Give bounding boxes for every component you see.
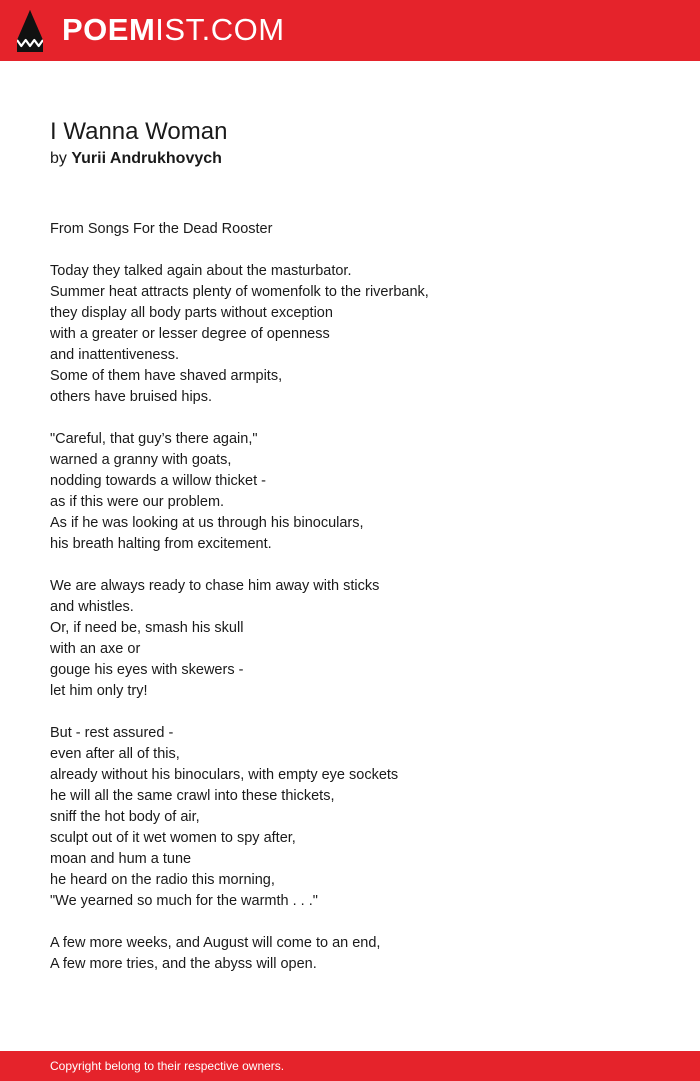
poem-line: "We yearned so much for the warmth . . ." xyxy=(50,893,318,909)
poem-line: with a greater or lesser degree of openness xyxy=(50,326,330,342)
poem-line: even after all of this, xyxy=(50,746,180,762)
copyright-notice: Copyright belong to their respective owners. xyxy=(50,1059,285,1073)
poem-line: But - rest assured - xyxy=(50,725,174,741)
poem-line: he heard on the radio this morning, xyxy=(50,872,275,888)
stanza-break xyxy=(50,702,670,723)
poem-title: I Wanna Woman xyxy=(50,118,228,145)
poem-line: warned a granny with goats, xyxy=(50,452,232,468)
poem-line: they display all body parts without exception xyxy=(50,305,333,321)
logo-light-text: IST.COM xyxy=(155,12,285,47)
poem-line: and whistles. xyxy=(50,599,134,615)
site-footer xyxy=(0,1051,700,1081)
site-header xyxy=(0,0,700,61)
by-label: by xyxy=(50,150,67,167)
stanza-break xyxy=(50,912,670,933)
pencil-logo-icon[interactable] xyxy=(17,10,43,52)
poem-line: and inattentiveness. xyxy=(50,347,179,363)
poem-line: As if he was looking at us through his binoculars, xyxy=(50,515,364,531)
stanza-break xyxy=(50,240,670,261)
poem-line: his breath halting from excitement. xyxy=(50,536,272,552)
poem-line: Some of them have shaved armpits, xyxy=(50,368,283,384)
site-logo[interactable] xyxy=(62,12,285,48)
poem-line: he will all the same crawl into these thickets, xyxy=(50,788,335,804)
poem-line: as if this were our problem. xyxy=(50,494,225,510)
poem-line: sculpt out of it wet women to spy after, xyxy=(50,830,296,846)
poem-line: moan and hum a tune xyxy=(50,851,192,867)
poem-body xyxy=(50,219,670,975)
poem-line: others have bruised hips. xyxy=(50,389,213,405)
poem-line: "Careful, that guy’s there again," xyxy=(50,431,258,447)
poem-line: with an axe or xyxy=(50,641,141,657)
stanza-break xyxy=(50,555,670,576)
poem-line: Today they talked again about the masturbator. xyxy=(50,263,352,279)
poem-byline xyxy=(50,149,222,169)
poem-line: From Songs For the Dead Rooster xyxy=(50,221,273,237)
poem-line: let him only try! xyxy=(50,683,148,699)
poem-author: Yurii Andrukhovych xyxy=(71,150,222,167)
poem-line: A few more weeks, and August will come to an end, xyxy=(50,935,381,951)
poem-line: We are always ready to chase him away with sticks xyxy=(50,578,380,594)
poem-line: nodding towards a willow thicket - xyxy=(50,473,266,489)
poem-line: already without his binoculars, with empty eye sockets xyxy=(50,767,399,783)
poem-line: Or, if need be, smash his skull xyxy=(50,620,244,636)
stanza-break xyxy=(50,408,670,429)
poem-line: gouge his eyes with skewers - xyxy=(50,662,244,678)
logo-bold-text: POEM xyxy=(62,12,156,47)
poem-line: A few more tries, and the abyss will open. xyxy=(50,956,317,972)
poem-line: Summer heat attracts plenty of womenfolk to the riverbank, xyxy=(50,284,429,300)
poem-line: sniff the hot body of air, xyxy=(50,809,200,825)
